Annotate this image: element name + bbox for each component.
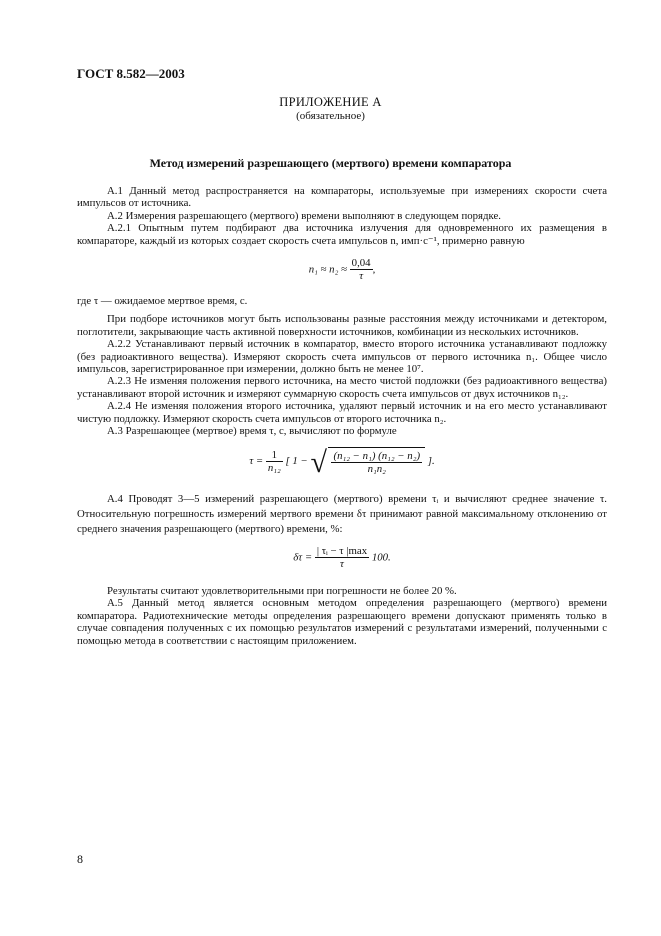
formula-1-lhs: n₁ ≈ n₂ ≈	[308, 263, 347, 276]
paragraph-a21: А.2.1 Опытным путем подбирают два источника излучения для одновременного их размещения в компараторе, каждый из которых создает скорость счета импульсов n, имп·с⁻¹, примерно равную	[77, 222, 607, 247]
paragraph-a5: А.5 Данный метод является основным методом определения разрешающего (мертвого) времени компаратора. Радиотехнические методы определения разрешающего времени допускают применять только в случае совпадения полученных с их помощью результатов измерений с результатами измерений, полученными с помощью метода в соответствии с настоящим приложением.	[77, 597, 607, 647]
paragraph-a2: А.2 Измерения разрешающего (мертвого) времени выполняют в следующем порядке.	[107, 209, 501, 222]
formula-3-lhs: δτ =	[293, 551, 313, 564]
body-block-2	[77, 295, 607, 437]
formula-2-radicand	[328, 447, 425, 476]
formula-2-denominator: n₁₂	[267, 461, 281, 474]
formula-3-numerator: | τᵢ − τ |max	[316, 545, 368, 557]
page-number: 8	[77, 852, 83, 866]
formula-2-sqrt	[310, 446, 425, 479]
paragraph-tau-def: где τ — ожидаемое мертвое время, с.	[77, 295, 248, 307]
formula-2	[77, 446, 607, 479]
body-block-3	[77, 492, 607, 537]
standard-header: ГОСТ 8.582—2003	[77, 66, 185, 81]
formula-2-fraction	[266, 449, 283, 475]
formula-3-fraction	[315, 545, 369, 571]
formula-3-end: 100.	[371, 551, 391, 564]
body-block-4	[77, 585, 607, 647]
paragraph-a3: А.3 Разрешающее (мертвое) время τ, с, вычисляют по формуле	[107, 425, 397, 438]
paragraph-a22: А.2.2 Устанавливают первый источник в компаратор, вместо второго источника устанавливают подложку (без радиоактивного вещества). Измеряют скорость счета импульсов от первого источника n₁. Общее число импульсов, зарегистрированное при измерении, должно быть не менее 10⁷.	[77, 338, 607, 376]
formula-2-inner-denominator: n₁n₂	[367, 463, 386, 476]
formula-3	[77, 545, 607, 571]
formula-2-inner-fraction	[331, 450, 422, 476]
appendix-title: ПРИЛОЖЕНИЕ А	[279, 95, 382, 109]
formula-2-close: ].	[427, 454, 435, 467]
paragraph-result: Результаты считают удовлетворительными при погрешности не более 20 %.	[107, 585, 457, 597]
formula-1-end: ,	[372, 263, 376, 276]
body-block-1	[77, 185, 607, 247]
formula-3-denominator: τ	[340, 558, 344, 571]
appendix-status: (обязательное)	[296, 110, 365, 122]
formula-2-numerator: 1	[266, 449, 283, 462]
paragraph-a23: А.2.3 Не изменяя положения первого источника, на место чистой подложки (без радиоактивного вещества) устанавливают второй источник и измеряют суммарную скорость счета импульсов от двух источников n₁₂.	[77, 375, 607, 400]
formula-1	[77, 257, 607, 283]
formula-1-fraction	[350, 257, 373, 283]
formula-2-inner-numerator: (n₁₂ − n₁) (n₁₂ − n₂)	[333, 450, 421, 462]
formula-1-denominator: τ	[359, 270, 364, 283]
formula-2-open: [ 1 −	[285, 454, 308, 467]
paragraph-a24: А.2.4 Не изменяя положения второго источника, удаляют первый источник и на его место устанавливают чистую подложку. Измеряют скорость счета импульсов от второго источника n₂.	[77, 400, 607, 425]
paragraph-a4: А.4 Проводят 3—5 измерений разрешающего (мертвого) времени τᵢ и вычисляют среднее значение τ. Относительную погрешность измерений мертвого времени δτ принимают равной максимальному отклонению от среднего значения разрешающего (мертвого) времени, %:	[77, 493, 607, 535]
sqrt-icon: √	[310, 446, 327, 479]
section-heading: Метод измерений разрешающего (мертвого) времени компаратора	[149, 156, 512, 170]
paragraph-selection: При подборе источников могут быть использованы разные расстояния между источниками и детектором, поглотители, закрывающие часть активной поверхности источников, комбинации из нескольких источников.	[77, 313, 607, 338]
formula-1-numerator: 0,04	[351, 257, 371, 269]
formula-2-lhs: τ =	[249, 454, 264, 467]
paragraph-a1: А.1 Данный метод распространяется на компараторы, используемые при измерениях скорости счета импульсов от источника.	[77, 185, 607, 210]
